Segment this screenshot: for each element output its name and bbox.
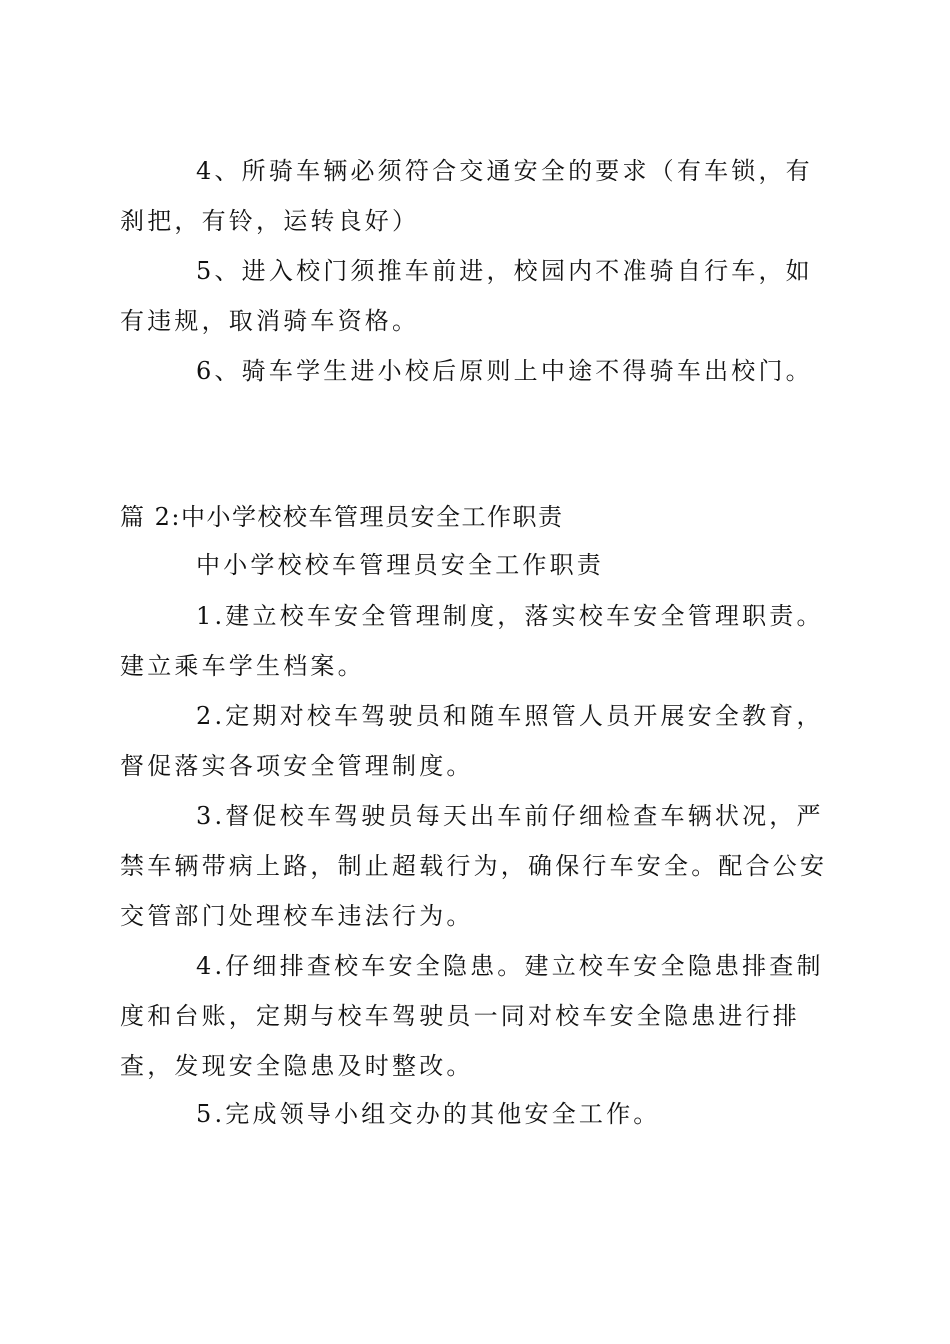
section-heading: 篇 2:中小学校校车管理员安全工作职责: [120, 503, 564, 531]
rule-item-4: 4、所骑车辆必须符合交通安全的要求（有车锁，有刹把，有铃，运转良好）: [120, 157, 813, 235]
section-subtitle: 中小学校校车管理员安全工作职责: [196, 551, 604, 579]
duty-item-3: 3.督促校车驾驶员每天出车前仔细检查车辆状况，严禁车辆带病上路，制止超载行为，确保行车安全。配合公安交管部门处理校车违法行为。: [120, 802, 828, 930]
duty-item-4: 4.仔细排查校车安全隐患。建立校车安全隐患排查制度和台账，定期与校车驾驶员一同对校车安全隐患进行排查，发现安全隐患及时整改。: [120, 952, 824, 1080]
duty-item-2: 2.定期对校车驾驶员和随车照管人员开展安全教育，督促落实各项安全管理制度。: [120, 702, 824, 780]
rule-item-6: 6、骑车学生进小校后原则上中途不得骑车出校门。: [196, 357, 813, 385]
duty-item-1: 1.建立校车安全管理制度，落实校车安全管理职责。建立乘车学生档案。: [120, 602, 824, 680]
rule-item-5: 5、进入校门须推车前进，校园内不准骑自行车，如有违规，取消骑车资格。: [120, 257, 813, 335]
duty-item-5: 5.完成领导小组交办的其他安全工作。: [196, 1100, 661, 1128]
